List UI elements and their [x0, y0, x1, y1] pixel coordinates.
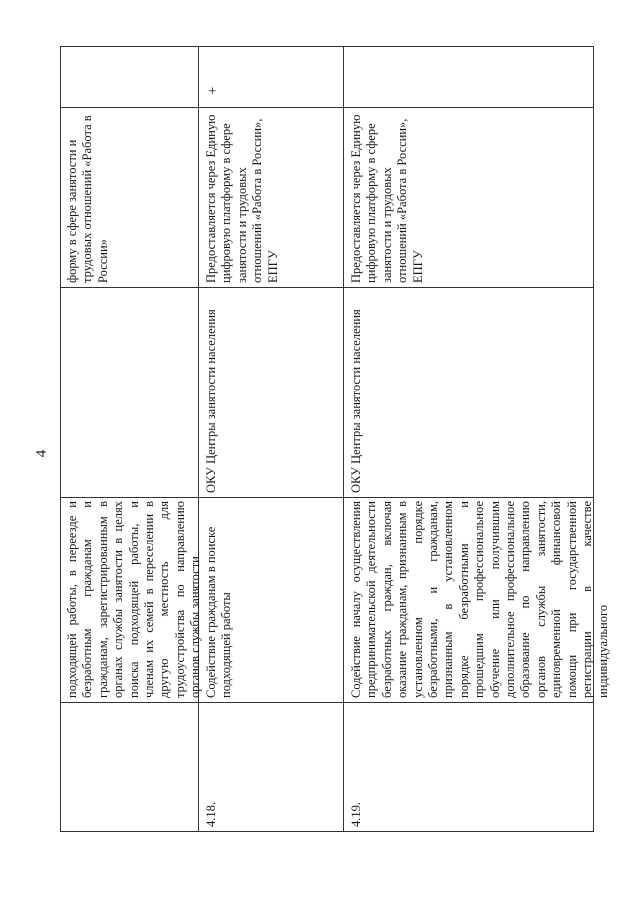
row1-method: форму в сфере занятости и трудовых отношений «Работа в России» — [65, 115, 110, 283]
row2-name-cell — [198, 497, 343, 702]
row3-method-cell — [343, 107, 593, 287]
row2-name: Содействие гражданам в поиске подходящей работы — [204, 526, 234, 698]
row2-org-cell — [198, 287, 343, 497]
row2-num-cell — [198, 702, 343, 831]
row2-mark-cell — [198, 47, 343, 107]
row1-method-cell — [61, 107, 198, 287]
row1-name: подходящей работы, в переезде и безработным гражданам и гражданам, зарегистрированным в органах службы занятости в целях поиска подходящей работы, и членам их семей в переселении в другую местность для трудоустройства по направлению органов службы занятости — [65, 501, 203, 698]
row3-name-cell — [343, 497, 610, 702]
row3-name: Содействие началу осуществления предпринимательской деятельности безработных граждан, включая оказание гражданам, признанным в установленном порядке безработными, и гражданам, признанным в установленном порядке безработными и прошедшим профессиональное обучение или получившим дополнительное профессиональное образование по направлению органов службы занятости, единовременной финансовой помощи при государственной регистрации в качестве индивидуального — [349, 501, 610, 698]
row2-method-cell — [198, 107, 343, 287]
row3-num: 4.19. — [349, 802, 363, 827]
row3-org-cell — [343, 287, 593, 497]
row2-org: ОКУ Центры занятости населения — [204, 309, 218, 493]
row3-num-cell — [343, 702, 593, 831]
row2-mark: + — [205, 86, 221, 95]
row2-num: 4.18. — [204, 802, 218, 827]
row2-method: Предоставляется через Единую цифровую платформу в сфере занятости и трудовых отношений «Работа в России», ЕПГУ — [204, 114, 280, 283]
page-number: 4 — [33, 449, 50, 458]
row3-org: ОКУ Центры занятости населения — [349, 309, 363, 493]
row1-name-cell — [61, 497, 203, 702]
services-table — [60, 46, 610, 832]
row3-method: Предоставляется через Единую цифровую платформу в сфере занятости и трудовых отношений «Работа в России», ЕПГУ — [349, 114, 425, 283]
